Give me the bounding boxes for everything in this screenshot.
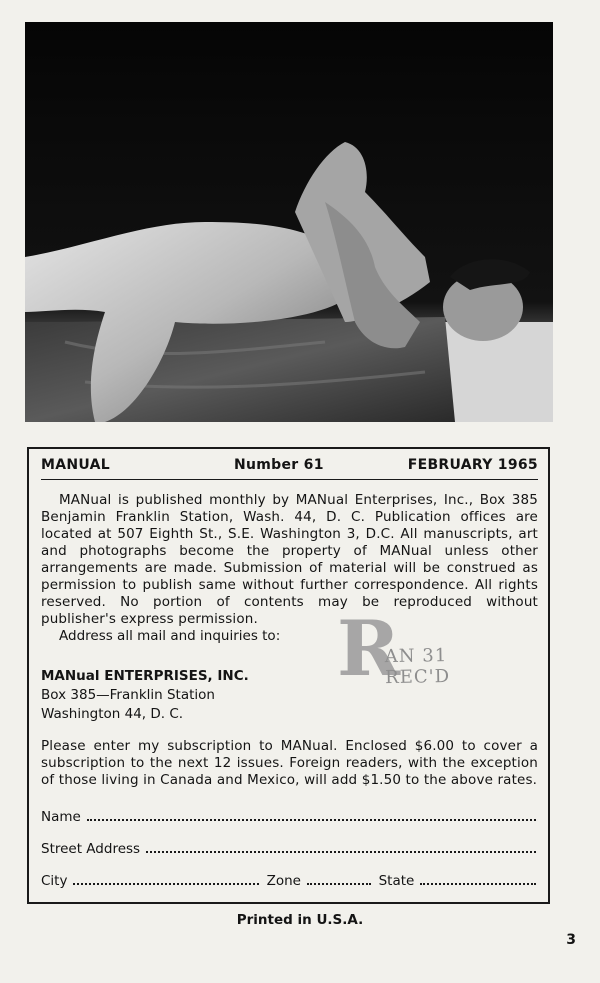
issue-number: Number 61 bbox=[233, 457, 324, 473]
street-line bbox=[41, 841, 538, 857]
subscription-text: Please enter my subscription to MANual. Enclosed $6.00 to cover a subscription to the next 12 issues. Foreign readers, with the exception of those living in Canada and Mexico, will add $1.50 to the above rates. bbox=[41, 738, 538, 788]
cover-photo bbox=[25, 22, 553, 422]
company-box: Box 385—Franklin Station bbox=[41, 687, 215, 703]
publication-notice bbox=[41, 492, 538, 628]
zone-label: Zone bbox=[266, 873, 301, 889]
stamp-date: AN 31 REC'D bbox=[384, 645, 451, 689]
page-number: 3 bbox=[566, 932, 576, 948]
photo-illustration bbox=[25, 22, 553, 422]
printed-in: Printed in U.S.A. bbox=[236, 912, 364, 928]
street-field[interactable] bbox=[146, 841, 536, 853]
street-label: Street Address bbox=[41, 841, 141, 857]
notice-paragraph: MANual is published monthly by MANual Enterprises, Inc., Box 385 Benjamin Franklin Station, Wash. 44, D. C. Publication offices are located at 507 Eighth St., S.E. Washington 3, D.C. All manuscripts, art and photographs become the property of MANual unless other arrangements are made. Submission of material will be construed as permission to publish same without further correspondence. All rights reserved. No portion of contents may be reproduced without publisher's express permission. bbox=[41, 492, 538, 627]
city-line bbox=[41, 873, 538, 889]
name-field[interactable] bbox=[87, 809, 536, 821]
state-field[interactable] bbox=[420, 873, 536, 885]
zone-field[interactable] bbox=[307, 873, 371, 885]
stamp-letter: R bbox=[337, 604, 401, 693]
address-intro: Address all mail and inquiries to: bbox=[59, 628, 281, 644]
name-line bbox=[41, 809, 538, 825]
name-label: Name bbox=[41, 809, 81, 825]
masthead-panel bbox=[27, 447, 550, 904]
masthead bbox=[41, 457, 538, 480]
company-name: MANual ENTERPRISES, INC. bbox=[41, 668, 249, 684]
city-field[interactable] bbox=[73, 873, 258, 885]
city-label: City bbox=[41, 873, 68, 889]
company-city: Washington 44, D. C. bbox=[41, 706, 184, 722]
issue-date: FEBRUARY 1965 bbox=[407, 457, 538, 473]
received-stamp bbox=[337, 604, 517, 701]
magazine-title: MANUAL bbox=[41, 457, 110, 473]
state-label: State bbox=[378, 873, 415, 889]
